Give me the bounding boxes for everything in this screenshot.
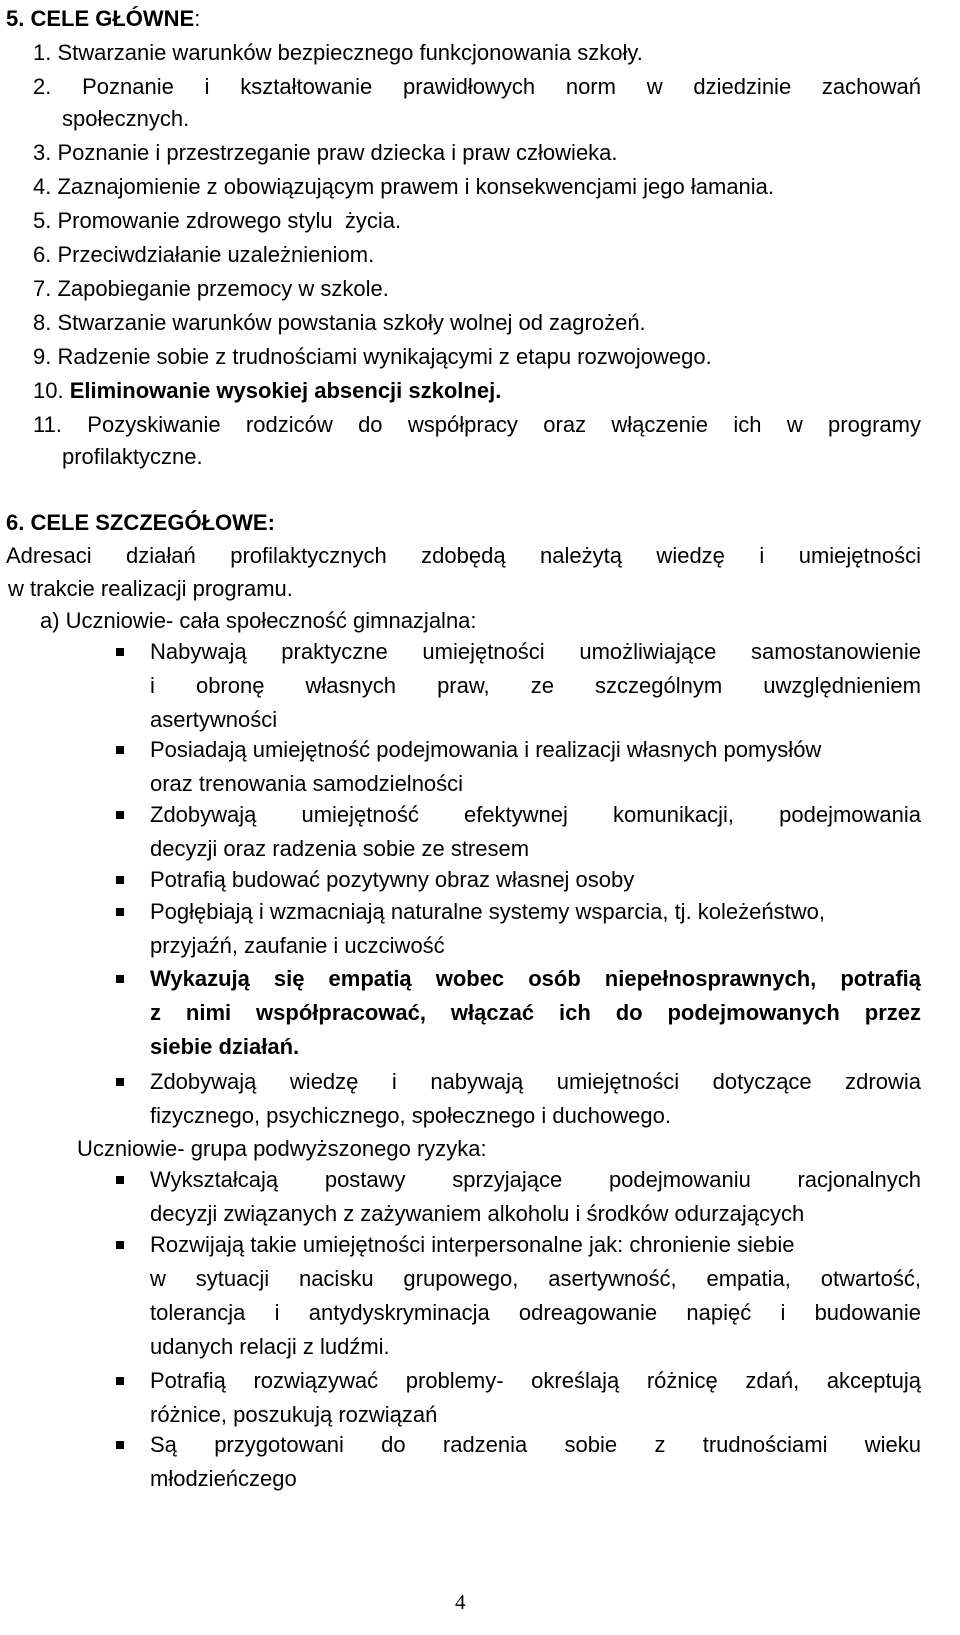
section-6-intro-line-1: Adresaci działań profilaktycznych zdobędą należytą wiedzę i umiejętności: [6, 543, 921, 568]
bullet-b4-line-1: Są przygotowani do radzenia sobie z trudnościami wieku: [150, 1432, 921, 1457]
item-text: Stwarzanie warunków bezpiecznego funkcjonowania szkoły.: [57, 40, 643, 65]
bullet-a6-line-2: z nimi współpracować, włączać ich do podejmowanych przez: [150, 1000, 921, 1025]
goal-item-9: [33, 346, 712, 368]
goal-item-2: [33, 76, 921, 98]
item-text: Poznanie i kształtowanie prawidłowych norm w dziedzinie zachowań: [82, 74, 921, 99]
bullet-a3-line-1: Zdobywają umiejętność efektywnej komunikacji, podejmowania: [150, 802, 921, 827]
item-number: 10.: [33, 378, 64, 403]
goal-item-1: [33, 42, 643, 64]
section-6-title: 6. CELE SZCZEGÓŁOWE:: [6, 510, 275, 535]
page-number: 4: [455, 1590, 466, 1614]
goal-item-11-cont: profilaktyczne.: [62, 444, 203, 469]
item-number: 8.: [33, 310, 52, 335]
goal-item-11: [33, 414, 921, 436]
item-number: 7.: [33, 276, 52, 301]
bullet-a4-line-1: Potrafią budować pozytywny obraz własnej osoby: [150, 867, 635, 892]
group-b-label: Uczniowie- grupa podwyższonego ryzyka:: [77, 1136, 487, 1161]
bullet-b3-line-2: różnice, poszukują rozwiązań: [150, 1402, 438, 1427]
goal-item-8: [33, 312, 646, 334]
bullet-marker: [116, 975, 124, 983]
goal-item-7: [33, 278, 389, 300]
group-a-label: a) Uczniowie- cała społeczność gimnazjalna:: [40, 608, 477, 633]
section-5-title-colon: :: [194, 6, 201, 31]
item-text: Przeciwdziałanie uzależnieniom.: [57, 242, 375, 267]
bullet-a7-line-2: fizycznego, psychicznego, społecznego i duchowego.: [150, 1103, 671, 1128]
bullet-b1-line-2: decyzji związanych z zażywaniem alkoholu i środków odurzających: [150, 1201, 805, 1226]
goal-item-3: [33, 142, 618, 164]
item-text: Poznanie i przestrzeganie praw dziecka i praw człowieka.: [57, 140, 618, 165]
bullet-b2-line-4: udanych relacji z ludźmi.: [150, 1334, 390, 1359]
bullet-a1-line-2: i obronę własnych praw, ze szczególnym uwzględnieniem: [150, 673, 921, 698]
bullet-b2-line-1: Rozwijają takie umiejętności interpersonalne jak: chronienie siebie: [150, 1232, 795, 1257]
bullet-a6-line-1: Wykazują się empatią wobec osób niepełnosprawnych, potrafią: [150, 966, 921, 991]
bullet-a1-line-3: asertywności: [150, 707, 278, 732]
item-text: Eliminowanie wysokiej absencji szkolnej.: [69, 378, 502, 403]
bullet-a6-line-3: siebie działań.: [150, 1034, 300, 1059]
goal-item-2-cont: społecznych.: [62, 106, 190, 131]
item-number: 11.: [33, 412, 62, 437]
item-number: 4.: [33, 174, 52, 199]
bullet-marker: [116, 1241, 124, 1249]
bullet-marker: [116, 811, 124, 819]
bullet-a2-line-1: Posiadają umiejętność podejmowania i realizacji własnych pomysłów: [150, 737, 822, 762]
bullet-marker: [116, 648, 124, 656]
bullet-marker: [116, 1078, 124, 1086]
bullet-b3-line-1: Potrafią rozwiązywać problemy- określają różnicę zdań, akceptują: [150, 1368, 921, 1393]
section-5-title: 5. CELE GŁÓWNE: [6, 6, 195, 31]
bullet-a5-line-2: przyjaźń, zaufanie i uczciwość: [150, 933, 445, 958]
section-6-intro-line-2: w trakcie realizacji programu.: [8, 576, 293, 601]
section-5-heading: [6, 8, 200, 30]
item-number: 3.: [33, 140, 52, 165]
goal-item-6: [33, 244, 374, 266]
bullet-marker: [116, 1377, 124, 1385]
item-number: 5.: [33, 208, 52, 233]
item-text: Zapobieganie przemocy w szkole.: [57, 276, 389, 301]
goal-item-4: [33, 176, 774, 198]
item-text: Radzenie sobie z trudnościami wynikającymi z etapu rozwojowego.: [57, 344, 712, 369]
bullet-a3-line-2: decyzji oraz radzenia sobie ze stresem: [150, 836, 530, 861]
bullet-marker: [116, 876, 124, 884]
bullet-b2-line-3: tolerancja i antydyskryminacja odreagowanie napięć i budowanie: [150, 1300, 921, 1325]
bullet-b4-line-2: młodzieńczego: [150, 1466, 297, 1491]
bullet-b2-line-2: w sytuacji nacisku grupowego, asertywność, empatia, otwartość,: [150, 1266, 921, 1291]
item-number: 9.: [33, 344, 52, 369]
goal-item-5: [33, 210, 401, 232]
bullet-a2-line-2: oraz trenowania samodzielności: [150, 771, 464, 796]
goal-item-10: [33, 380, 501, 402]
item-number: 6.: [33, 242, 52, 267]
bullet-b1-line-1: Wykształcają postawy sprzyjające podejmowaniu racjonalnych: [150, 1167, 921, 1192]
bullet-marker: [116, 746, 124, 754]
bullet-marker: [116, 1441, 124, 1449]
bullet-marker: [116, 1176, 124, 1184]
item-text: Promowanie zdrowego stylu życia.: [57, 208, 402, 233]
item-number: 2.: [33, 74, 52, 99]
bullet-marker: [116, 908, 124, 916]
bullet-a7-line-1: Zdobywają wiedzę i nabywają umiejętności dotyczące zdrowia: [150, 1069, 921, 1094]
item-text: Zaznajomienie z obowiązującym prawem i konsekwencjami jego łamania.: [57, 174, 775, 199]
item-number: 1.: [33, 40, 52, 65]
bullet-a1-line-1: Nabywają praktyczne umiejętności umożliwiające samostanowienie: [150, 639, 921, 664]
bullet-a5-line-1: Pogłębiają i wzmacniają naturalne systemy wsparcia, tj. koleżeństwo,: [150, 899, 825, 924]
item-text: Stwarzanie warunków powstania szkoły wolnej od zagrożeń.: [57, 310, 646, 335]
item-text: Pozyskiwanie rodziców do współpracy oraz włączenie ich w programy: [87, 412, 921, 437]
